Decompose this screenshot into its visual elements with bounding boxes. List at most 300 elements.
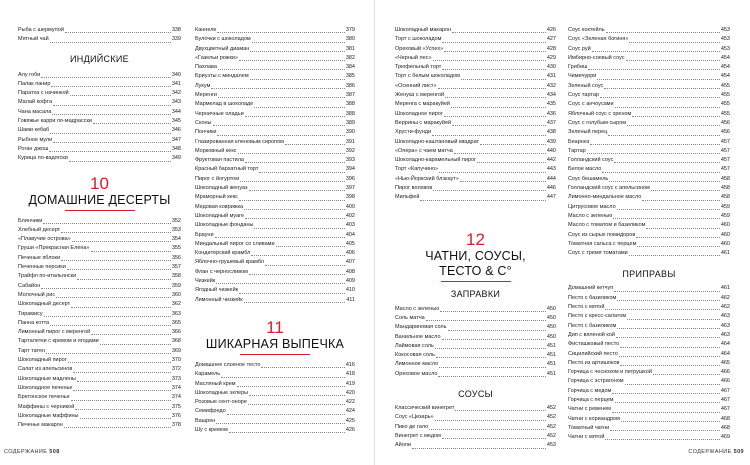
toc-entry bbox=[195, 407, 355, 416]
footer-left bbox=[4, 449, 60, 455]
toc-entry-page: 349 bbox=[171, 155, 181, 162]
toc-entry-title: Томатный чатни bbox=[568, 424, 610, 431]
dot-leader bbox=[56, 297, 171, 298]
toc-entry bbox=[568, 231, 730, 240]
toc-entry-title: Палак панир bbox=[18, 80, 51, 87]
toc-entry bbox=[568, 175, 730, 184]
toc-entry bbox=[395, 423, 556, 432]
toc-entry-title: Глазированная кленовым сиропом bbox=[195, 138, 284, 145]
toc-entry bbox=[195, 296, 355, 305]
toc-entry bbox=[395, 333, 556, 342]
toc-entry-title: Чизкейк bbox=[195, 278, 216, 285]
right-column-2 bbox=[568, 26, 730, 442]
dressings-list bbox=[395, 305, 556, 379]
dot-leader bbox=[240, 181, 345, 182]
dot-leader bbox=[216, 423, 345, 424]
dot-leader bbox=[69, 161, 171, 162]
dot-leader bbox=[620, 347, 720, 348]
toc-entry bbox=[195, 175, 355, 184]
dot-leader bbox=[412, 448, 546, 449]
dot-leader bbox=[276, 246, 345, 247]
toc-entry-page: 452 bbox=[546, 432, 556, 439]
toc-entry bbox=[395, 72, 556, 81]
dot-leader bbox=[239, 293, 345, 294]
toc-entry-title: Лаймовая соль bbox=[395, 342, 434, 349]
footer-label: СОДЕРЖАНИЕ bbox=[4, 449, 48, 455]
dot-leader bbox=[72, 241, 171, 242]
toc-entry bbox=[395, 35, 556, 44]
toc-entry bbox=[195, 240, 355, 249]
toc-entry-page: 467 bbox=[720, 406, 730, 413]
toc-entry-title: Ванильное масло bbox=[395, 333, 441, 340]
toc-entry bbox=[568, 350, 730, 359]
toc-entry bbox=[18, 108, 181, 117]
toc-entry-title: Горчица с медом bbox=[568, 387, 612, 394]
dot-leader bbox=[646, 228, 719, 229]
toc-entry-title: Песто с мятой bbox=[568, 304, 605, 311]
toc-entry-page: 384 bbox=[345, 64, 355, 71]
toc-entry-title: Брауни bbox=[195, 231, 214, 238]
toc-entry-title: Масло с зеленью bbox=[568, 212, 613, 219]
dot-leader bbox=[41, 77, 170, 78]
toc-entry bbox=[395, 128, 556, 137]
toc-entry-page: 381 bbox=[345, 45, 355, 52]
toc-entry-title: Томатная сальса с перцем bbox=[568, 240, 637, 247]
toc-entry bbox=[568, 184, 730, 193]
toc-entry-page: 358 bbox=[171, 273, 181, 280]
toc-entry bbox=[568, 100, 730, 109]
dot-leader bbox=[41, 288, 170, 289]
toc-entry bbox=[195, 91, 355, 100]
toc-entry bbox=[195, 138, 355, 147]
dot-leader bbox=[653, 374, 720, 375]
toc-entry-title: Роган джош bbox=[18, 145, 49, 152]
toc-entry-title: Чатни с мятой bbox=[568, 434, 605, 441]
toc-entry-page: 372 bbox=[171, 366, 181, 373]
toc-entry-page: 434 bbox=[546, 92, 556, 99]
toc-entry bbox=[18, 375, 181, 384]
dot-leader bbox=[218, 97, 345, 98]
dot-leader bbox=[53, 142, 171, 143]
toc-entry bbox=[395, 184, 556, 193]
toc-entry-title: Медовая коврижка bbox=[195, 203, 244, 210]
toc-entry bbox=[395, 175, 556, 184]
toc-entry bbox=[195, 100, 355, 109]
dot-leader bbox=[50, 133, 171, 134]
dot-leader bbox=[442, 339, 546, 340]
toc-entry-page: 428 bbox=[546, 45, 556, 52]
toc-entry bbox=[568, 368, 730, 377]
toc-entry-page: 438 bbox=[546, 129, 556, 136]
toc-entry-page: 352 bbox=[171, 217, 181, 224]
toc-entry-page: 459 bbox=[720, 212, 730, 219]
toc-entry-title: Домашнее слоеное тесто bbox=[195, 361, 261, 368]
dot-leader bbox=[244, 209, 345, 210]
dot-leader bbox=[615, 107, 720, 108]
toc-entry-title: Груши «Прекрасная Елена» bbox=[18, 245, 90, 252]
toc-entry-title: Имбирно-соевый соус bbox=[568, 54, 625, 61]
toc-entry-page: 462 bbox=[720, 304, 730, 311]
toc-entry-title: Шоколадно-карамельный пирог bbox=[395, 157, 477, 164]
toc-entry-page: 394 bbox=[345, 166, 355, 173]
toc-entry-page: 453 bbox=[720, 36, 730, 43]
dot-leader bbox=[627, 319, 720, 320]
dot-leader bbox=[442, 69, 546, 70]
toc-entry-page: 452 bbox=[546, 423, 556, 430]
toc-entry-title: Соус «Цезарь» bbox=[395, 414, 434, 421]
dot-leader bbox=[254, 107, 345, 108]
toc-entry-page: 390 bbox=[345, 129, 355, 136]
toc-entry-title: Меренга с маракуйей bbox=[395, 101, 450, 108]
dot-leader bbox=[43, 223, 171, 224]
toc-entry bbox=[195, 380, 355, 389]
toc-entry-title: Красный бархатный торт bbox=[195, 166, 259, 173]
toc-entry bbox=[395, 100, 556, 109]
toc-entry-title: Вашрен bbox=[195, 417, 216, 424]
toc-entry bbox=[18, 300, 181, 309]
toc-entry-page: 466 bbox=[720, 369, 730, 376]
toc-entry-title: Розовые сент-оноре bbox=[195, 399, 247, 406]
toc-entry-title: Черничные оладьи bbox=[195, 110, 244, 117]
dot-leader bbox=[433, 190, 546, 191]
toc-entry-page: 418 bbox=[345, 371, 355, 378]
toc-entry-title: Хрусти-фунди bbox=[395, 129, 432, 136]
chapter-title-pastry: ШИКАРНАЯ ВЫПЕЧКА bbox=[205, 336, 345, 351]
toc-entry-title: Песто с базиликом bbox=[568, 322, 617, 329]
dot-leader bbox=[244, 302, 346, 303]
toc-entry bbox=[568, 110, 730, 119]
toc-entry-title: Паратха с начинкой bbox=[18, 90, 69, 97]
toc-entry-title: Хлебный десерт bbox=[18, 226, 61, 233]
toc-entry bbox=[395, 165, 556, 174]
toc-entry bbox=[195, 45, 355, 54]
toc-entry-title: Белое масло bbox=[568, 166, 602, 173]
toc-entry-page: 354 bbox=[171, 236, 181, 243]
toc-entry-title: Классический винегрет bbox=[395, 405, 455, 412]
dot-leader bbox=[587, 153, 720, 154]
toc-entry bbox=[395, 45, 556, 54]
footer-right bbox=[688, 449, 744, 455]
toc-entry-title: Винегрет с медом bbox=[395, 432, 441, 439]
toc-entry-page: 376 bbox=[171, 412, 181, 419]
toc-entry-title: Двухцветный диаман bbox=[195, 45, 250, 52]
toc-entry bbox=[568, 331, 730, 340]
toc-entry bbox=[568, 322, 730, 331]
toc-entry-page: 460 bbox=[720, 240, 730, 247]
toc-entry-title: Торт «Капучино» bbox=[395, 166, 439, 173]
dot-leader bbox=[438, 88, 546, 89]
dot-leader bbox=[217, 135, 344, 136]
toc-entry-page: 454 bbox=[720, 73, 730, 80]
dot-leader bbox=[68, 362, 171, 363]
toc-entry bbox=[18, 136, 181, 145]
dot-leader bbox=[617, 300, 720, 301]
toc-entry bbox=[568, 424, 730, 433]
toc-entry-page: 451 bbox=[546, 370, 556, 377]
toc-entry-page: 439 bbox=[546, 138, 556, 145]
toc-entry-page: 469 bbox=[720, 434, 730, 441]
toc-entry-title: Лимонно-миндальное масло bbox=[568, 194, 642, 201]
dot-leader bbox=[44, 316, 171, 317]
toc-entry bbox=[18, 26, 181, 35]
toc-entry-title: Тартар bbox=[568, 147, 586, 154]
toc-entry bbox=[18, 263, 181, 272]
toc-entry bbox=[18, 272, 181, 281]
toc-entry-title: Зеленый перец bbox=[568, 129, 608, 136]
right-column-1 bbox=[395, 26, 556, 451]
toc-entry bbox=[568, 26, 730, 35]
toc-entry bbox=[568, 119, 730, 128]
toc-entry-title: Кокосовая соль bbox=[395, 352, 435, 359]
toc-entry-title: «Черный лес» bbox=[395, 54, 432, 61]
toc-entry bbox=[18, 384, 181, 393]
dot-leader bbox=[254, 228, 344, 229]
toc-entry-page: 459 bbox=[720, 203, 730, 210]
toc-entry-title: Горчица с эстрагоном bbox=[568, 378, 624, 385]
toc-entry bbox=[195, 54, 355, 63]
toc-entry bbox=[568, 405, 730, 414]
toc-entry bbox=[395, 193, 556, 202]
desserts-continued-list bbox=[195, 26, 355, 305]
dot-leader bbox=[604, 88, 720, 89]
toc-entry bbox=[195, 193, 355, 202]
dot-leader bbox=[46, 353, 171, 354]
dot-leader bbox=[80, 418, 171, 419]
toc-entry-title: Соль матча bbox=[395, 314, 425, 321]
toc-entry bbox=[195, 184, 355, 193]
dot-leader bbox=[606, 32, 720, 33]
dot-leader bbox=[64, 427, 171, 428]
toc-entry-title: Яблочно-грушевый крамбл bbox=[195, 259, 264, 266]
toc-entry bbox=[18, 310, 181, 319]
toc-entry-page: 343 bbox=[171, 99, 181, 106]
toc-entry-title: Цитрусовое масло bbox=[568, 203, 616, 210]
toc-entry-title: Чатни с ревенем bbox=[568, 406, 611, 413]
toc-entry bbox=[18, 291, 181, 300]
dot-leader bbox=[215, 237, 345, 238]
dot-leader bbox=[629, 42, 719, 43]
toc-entry bbox=[568, 433, 730, 442]
dot-leader bbox=[616, 337, 720, 338]
dot-leader bbox=[609, 181, 720, 182]
toc-entry-page: 370 bbox=[171, 357, 181, 364]
toc-entry-title: Шоколадный пирог bbox=[18, 357, 67, 364]
toc-entry bbox=[18, 71, 181, 80]
toc-entry-page: 446 bbox=[546, 185, 556, 192]
toc-entry bbox=[568, 359, 730, 368]
toc-entry bbox=[568, 193, 730, 202]
dot-leader bbox=[252, 42, 345, 43]
dot-leader bbox=[73, 390, 170, 391]
toc-entry-title: Булочки с шоколадом bbox=[195, 36, 251, 43]
toc-entry-title: Шоколадное печенье bbox=[18, 384, 73, 391]
toc-entry bbox=[18, 98, 181, 107]
toc-entry-page: 462 bbox=[720, 294, 730, 301]
toc-entry-page: 385 bbox=[345, 73, 355, 80]
toc-entry bbox=[18, 80, 181, 89]
toc-entry-page: 456 bbox=[720, 129, 730, 136]
toc-entry-title: «Осенний лист» bbox=[395, 82, 437, 89]
toc-entry bbox=[568, 284, 730, 293]
dot-leader bbox=[245, 218, 345, 219]
toc-entry-page: 431 bbox=[546, 73, 556, 80]
toc-entry bbox=[395, 370, 556, 379]
toc-entry-page: 460 bbox=[720, 231, 730, 238]
toc-entry-page: 450 bbox=[546, 333, 556, 340]
dot-leader bbox=[442, 42, 545, 43]
desserts-list bbox=[18, 217, 181, 431]
toc-entry-page: 467 bbox=[720, 387, 730, 394]
toc-entry-page: 353 bbox=[171, 226, 181, 233]
dot-leader bbox=[612, 393, 719, 394]
dot-leader bbox=[229, 432, 345, 433]
toc-entry-page: 458 bbox=[720, 185, 730, 192]
dot-leader bbox=[455, 410, 545, 411]
dot-leader bbox=[249, 274, 345, 275]
dot-leader bbox=[239, 200, 345, 201]
toc-entry bbox=[395, 138, 556, 147]
dot-leader bbox=[452, 125, 546, 126]
toc-entry-page: 403 bbox=[345, 222, 355, 229]
section-title-dressings: ЗАПРАВКИ bbox=[450, 288, 501, 299]
toc-entry-title: Масляный крем bbox=[195, 380, 236, 387]
toc-entry-title: Горчица с перцем bbox=[568, 396, 614, 403]
toc-entry bbox=[395, 91, 556, 100]
toc-entry-title: Яблочный соус с хреном bbox=[568, 110, 632, 117]
dot-leader bbox=[454, 153, 546, 154]
toc-entry bbox=[568, 54, 730, 63]
toc-entry bbox=[395, 54, 556, 63]
toc-entry-page: 365 bbox=[171, 319, 181, 326]
toc-entry-title: Тарталетки с кремом и ягодами bbox=[18, 338, 99, 345]
toc-entry-page: 443 bbox=[546, 166, 556, 173]
dot-leader bbox=[613, 218, 720, 219]
dot-leader bbox=[642, 200, 719, 201]
toc-entry-title: Кондитерский крамбл bbox=[195, 250, 251, 257]
toc-entry-page: 422 bbox=[345, 399, 355, 406]
dot-leader bbox=[217, 32, 344, 33]
toc-entry-page: 388 bbox=[345, 110, 355, 117]
dot-leader bbox=[612, 412, 720, 413]
toc-entry-title: Печенные персики bbox=[18, 264, 66, 271]
toc-entry bbox=[195, 361, 355, 370]
toc-entry-title: Торт с шоколадом bbox=[395, 36, 442, 43]
toc-entry bbox=[568, 221, 730, 230]
toc-entry-title: Шами кебаб bbox=[18, 127, 50, 134]
toc-entry bbox=[195, 26, 355, 35]
toc-entry bbox=[195, 156, 355, 165]
dot-leader bbox=[621, 421, 720, 422]
toc-entry-page: 374 bbox=[171, 384, 181, 391]
dot-leader bbox=[605, 309, 719, 310]
dot-leader bbox=[440, 311, 546, 312]
toc-entry bbox=[195, 212, 355, 221]
toc-entry-title: Ореховое масло bbox=[395, 370, 438, 377]
toc-entry-page: 341 bbox=[171, 80, 181, 87]
toc-entry bbox=[568, 396, 730, 405]
right-page bbox=[375, 0, 750, 465]
dot-leader bbox=[597, 79, 719, 80]
toc-entry-title: Шоколадный десерт bbox=[18, 301, 71, 308]
dot-leader bbox=[250, 79, 345, 80]
toc-entry bbox=[568, 312, 730, 321]
toc-entry bbox=[195, 231, 355, 240]
toc-entry-page: 339 bbox=[171, 36, 181, 43]
toc-entry bbox=[195, 249, 355, 258]
toc-entry-title: Мармелад в шоколаде bbox=[195, 101, 254, 108]
dot-leader bbox=[67, 269, 171, 270]
toc-entry-title: Малай кофта bbox=[18, 99, 53, 106]
dot-leader bbox=[435, 348, 546, 349]
toc-entry bbox=[18, 226, 181, 235]
toc-entry-title: Лукум bbox=[195, 82, 211, 89]
toc-entry-title: Миндальный пирог со сливами bbox=[195, 240, 275, 247]
toc-entry bbox=[568, 294, 730, 303]
toc-entry bbox=[395, 119, 556, 128]
toc-entry-title: Пончики bbox=[195, 129, 217, 136]
toc-entry-title: Чана масала bbox=[18, 108, 52, 115]
toc-entry bbox=[195, 82, 355, 91]
toc-entry bbox=[18, 217, 181, 226]
toc-entry bbox=[395, 413, 556, 422]
toc-entry-page: 463 bbox=[720, 331, 730, 338]
toc-entry-page: 450 bbox=[546, 314, 556, 321]
toc-entry-page: 435 bbox=[546, 101, 556, 108]
section-title-condiments: ПРИПРАВЫ bbox=[622, 269, 676, 280]
toc-entry-page: 389 bbox=[345, 119, 355, 126]
toc-entry-title: Печеные яблоки bbox=[18, 254, 61, 261]
toc-entry bbox=[18, 403, 181, 412]
toc-entry-page: 406 bbox=[345, 250, 355, 257]
toc-entry bbox=[18, 35, 181, 44]
toc-entry-page: 464 bbox=[720, 350, 730, 357]
dot-leader bbox=[636, 237, 720, 238]
toc-entry-title: «Газельи рожки» bbox=[195, 54, 239, 61]
toc-entry bbox=[395, 360, 556, 369]
toc-entry-title: Соус из сырых помидоров bbox=[568, 231, 636, 238]
dot-leader bbox=[460, 181, 546, 182]
toc-entry-title: Трайфл по-итальянски bbox=[18, 273, 77, 280]
toc-entry-page: 452 bbox=[546, 405, 556, 412]
toc-entry-page: 465 bbox=[720, 359, 730, 366]
toc-entry-title: «Плавучие острова» bbox=[18, 236, 71, 243]
toc-entry-title: Рыба с шермулой bbox=[18, 27, 64, 33]
dot-leader bbox=[211, 88, 344, 89]
toc-entry-page: 450 bbox=[546, 305, 556, 312]
dot-leader bbox=[626, 60, 720, 61]
dot-leader bbox=[448, 330, 546, 331]
dot-leader bbox=[259, 172, 344, 173]
toc-entry bbox=[395, 323, 556, 332]
toc-entry-page: 374 bbox=[171, 394, 181, 401]
dot-leader bbox=[249, 190, 345, 191]
toc-entry-title: Песто с базиликом bbox=[568, 294, 617, 301]
toc-entry-title: Тирамису bbox=[18, 310, 43, 317]
toc-entry bbox=[195, 110, 355, 119]
toc-entry-title: Шоколадно-каштановый квадрат bbox=[395, 138, 480, 145]
dot-leader bbox=[461, 79, 546, 80]
toc-entry-page: 457 bbox=[720, 138, 730, 145]
dot-leader bbox=[614, 162, 719, 163]
toc-entry-page: 457 bbox=[720, 157, 730, 164]
toc-entry-title: Мятный чай bbox=[18, 36, 49, 43]
toc-entry-page: 388 bbox=[345, 101, 355, 108]
toc-entry-page: 427 bbox=[546, 36, 556, 43]
toc-entry-title: Соус руй bbox=[568, 45, 591, 52]
toc-entry-title: Молочный рис bbox=[18, 291, 56, 298]
toc-entry bbox=[568, 249, 730, 258]
toc-entry bbox=[568, 138, 730, 147]
